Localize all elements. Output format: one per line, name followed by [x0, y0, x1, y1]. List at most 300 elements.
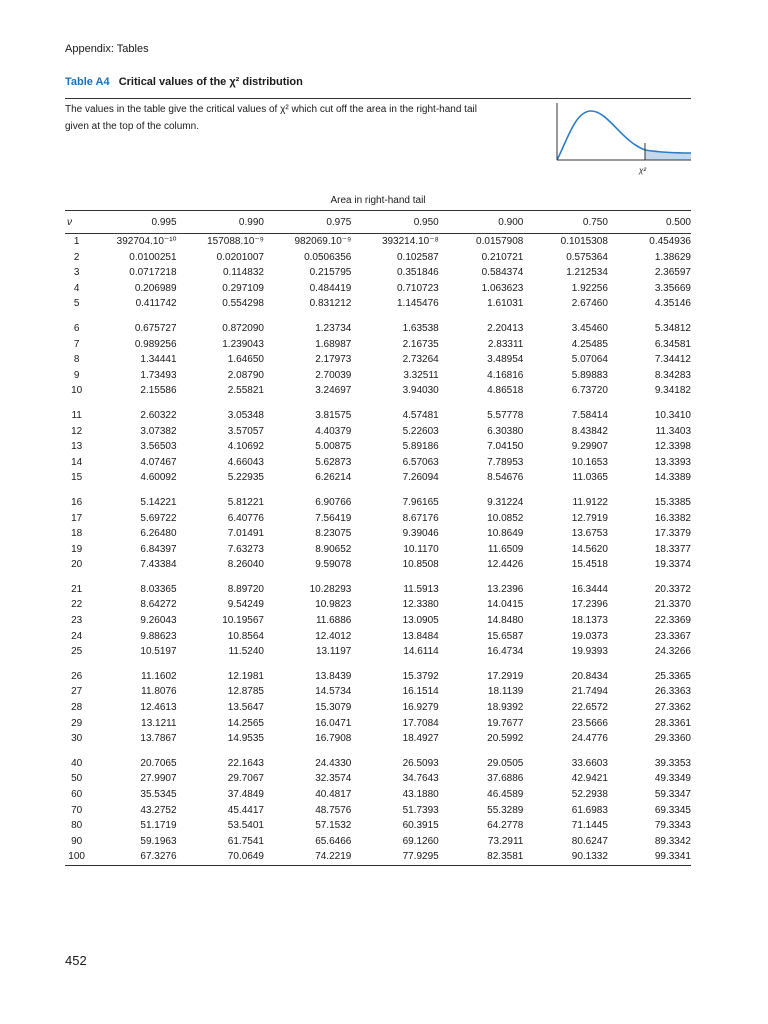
- row-nu: 30: [71, 733, 83, 745]
- table-cell: 24.4330: [315, 757, 352, 769]
- table-cell: 59.1963: [140, 835, 177, 847]
- table-title: [65, 76, 303, 88]
- group-spacer-cell: [65, 399, 691, 408]
- table-cell: 3.32511: [403, 369, 439, 381]
- header-col: 0.995: [88, 211, 176, 234]
- group-spacer: [65, 747, 691, 756]
- page-number: 452: [65, 953, 87, 968]
- table-cell: 16.9279: [402, 702, 439, 714]
- critical-values-table: [65, 210, 691, 866]
- table-cell: 0.0157908: [476, 236, 524, 247]
- table-cell: 20.5992: [487, 733, 524, 745]
- table-cell: 4.16816: [487, 369, 524, 381]
- table-row: [65, 234, 691, 250]
- table-cell: 1.73493: [140, 369, 177, 381]
- header-row: [65, 211, 691, 234]
- table-cell: 9.34182: [654, 385, 691, 397]
- table-cell: 1.34441: [140, 354, 177, 366]
- table-cell: 2.70039: [315, 369, 352, 381]
- table-row: [65, 629, 691, 645]
- table-cell: 16.7908: [315, 733, 352, 745]
- table-cell: 5.81221: [227, 496, 264, 508]
- group-spacer-cell: [65, 312, 691, 321]
- table-cell: 15.3792: [402, 670, 439, 682]
- table-row: [65, 787, 691, 803]
- table-cell: 16.1514: [402, 686, 439, 698]
- table-cell: 1.145476: [397, 298, 439, 310]
- group-spacer-cell: [65, 486, 691, 495]
- table-cell: 8.23075: [315, 528, 352, 540]
- table-cell: 0.0717218: [129, 267, 177, 279]
- table-cell: 27.3362: [654, 702, 691, 714]
- row-nu: 2: [73, 251, 80, 263]
- table-cell: 1.23734: [315, 322, 352, 334]
- table-cell: 5.89883: [571, 369, 608, 381]
- table-row: [65, 495, 691, 511]
- table-cell: 43.1880: [402, 789, 439, 800]
- table-cell: 2.16735: [402, 338, 439, 350]
- table-cell: 4.35146: [654, 298, 691, 310]
- table-cell: 2.83311: [487, 338, 524, 350]
- table-cell: 17.2919: [487, 670, 524, 682]
- table-cell: 16.0471: [315, 717, 352, 729]
- table-cell: 6.26480: [140, 528, 177, 540]
- table-cell: 32.3574: [315, 773, 352, 785]
- table-cell: 8.43842: [571, 425, 608, 437]
- table-cell: 7.96165: [402, 496, 439, 508]
- table-cell: 29.3360: [654, 733, 691, 745]
- table-cell: 34.7643: [402, 773, 439, 785]
- table-cell: 6.90766: [315, 496, 352, 508]
- table-cell: 18.9392: [487, 702, 524, 714]
- row-nu: 6: [73, 322, 80, 334]
- table-cell: 0.411742: [135, 298, 177, 310]
- table-row: [65, 700, 691, 716]
- column-caption: Area in right-hand tail: [330, 195, 426, 206]
- table-cell: 4.57481: [402, 409, 439, 421]
- table-cell: 17.3379: [654, 528, 691, 540]
- table-cell: 8.34283: [654, 369, 691, 381]
- table-cell: 67.3276: [88, 849, 176, 865]
- table-cell: 14.3389: [654, 472, 691, 484]
- table-cell: 2.60322: [140, 409, 177, 421]
- table-cell: 22.6572: [571, 702, 608, 714]
- group-spacer-cell: [65, 747, 691, 756]
- table-cell: 3.45460: [571, 322, 608, 334]
- table-cell: 0.0201007: [216, 251, 264, 263]
- table-cell: 10.1170: [403, 543, 439, 555]
- table-cell: 10.19567: [222, 615, 264, 627]
- table-cell: 10.5197: [140, 646, 177, 658]
- table-row: [65, 834, 691, 850]
- table-cell: 6.34581: [654, 338, 691, 350]
- table-cell: 13.8439: [315, 670, 352, 682]
- row-nu: 27: [71, 686, 83, 698]
- table-cell: 157088.10⁻⁹: [207, 236, 264, 247]
- table-cell: 9.54249: [227, 599, 264, 611]
- row-nu: 11: [71, 409, 82, 421]
- table-row: [65, 408, 691, 424]
- table-cell: 9.59078: [315, 559, 352, 571]
- table-cell: 2.15586: [140, 385, 177, 397]
- row-nu: 24: [71, 630, 83, 642]
- table-cell: 18.4927: [402, 733, 439, 745]
- table-cell: 0.575364: [566, 251, 608, 263]
- table-cell: 53.5401: [227, 820, 264, 832]
- group-spacer-cell: [65, 573, 691, 582]
- table-cell: 11.6886: [315, 615, 352, 627]
- table-cell: 5.14221: [140, 496, 177, 508]
- table-cell: 23.3367: [654, 630, 691, 642]
- table-row: [65, 582, 691, 598]
- group-spacer: [65, 399, 691, 408]
- row-nu: 100: [65, 849, 88, 865]
- table-cell: 5.22935: [227, 472, 264, 484]
- table-cell: 4.66043: [227, 456, 264, 468]
- table-cell: 13.0905: [402, 615, 439, 627]
- table-cell: 1.61031: [487, 298, 524, 310]
- table-cell: 1.38629: [654, 251, 691, 263]
- table-cell: 27.9907: [140, 773, 177, 785]
- table-cell: 2.55821: [227, 385, 264, 397]
- table-cell: 5.34812: [654, 322, 691, 334]
- table-row: [65, 557, 691, 573]
- table-cell: 12.1981: [227, 670, 264, 682]
- table-cell: 59.3347: [654, 789, 691, 800]
- table-cell: 5.22603: [402, 425, 439, 437]
- table-cell: 24.3266: [654, 646, 691, 658]
- row-nu: 7: [73, 338, 80, 350]
- table-cell: 0.1015308: [560, 236, 608, 247]
- table-cell: 2.08790: [227, 369, 264, 381]
- table-cell: 82.3581: [439, 849, 524, 865]
- table-cell: 11.9122: [572, 496, 608, 508]
- table-cell: 5.62873: [315, 456, 352, 468]
- table-cell: 4.60092: [140, 472, 177, 484]
- row-nu: 40: [71, 757, 83, 769]
- table-row: [65, 716, 691, 732]
- table-cell: 10.1653: [571, 456, 608, 468]
- table-cell: 12.3398: [654, 441, 691, 453]
- table-cell: 51.1719: [140, 820, 177, 832]
- table-cell: 3.35669: [654, 282, 691, 294]
- table-cell: 13.6753: [571, 528, 608, 540]
- table-cell: 45.4417: [227, 804, 264, 816]
- table-cell: 46.4589: [487, 789, 524, 800]
- table-row: [65, 597, 691, 613]
- table-cell: 0.210721: [481, 251, 524, 263]
- table-row: [65, 383, 691, 399]
- table-cell: 4.07467: [140, 456, 177, 468]
- table-row: [65, 455, 691, 471]
- chi-square-density-figure: [553, 103, 693, 178]
- table-cell: 0.0100251: [129, 251, 177, 263]
- row-nu: 80: [71, 820, 83, 832]
- table-cell: 11.5913: [403, 583, 439, 595]
- table-cell: 8.89720: [227, 583, 264, 595]
- table-row: [65, 250, 691, 266]
- table-cell: 20.7065: [140, 757, 177, 769]
- table-cell: 8.03365: [140, 583, 177, 595]
- table-cell: 0.114832: [222, 267, 264, 279]
- row-nu: 9: [73, 369, 80, 381]
- table-cell: 1.63538: [402, 322, 439, 334]
- table-cell: 0.484419: [309, 282, 352, 294]
- table-cell: 12.4426: [487, 559, 524, 571]
- table-cell: 14.0415: [487, 599, 524, 611]
- table-description: The values in the table give the critical values of χ² which cut off the area in the right-hand tail given at the top of the column.: [65, 104, 477, 132]
- table-cell: 8.26040: [227, 559, 264, 571]
- table-cell: 65.6466: [315, 835, 352, 847]
- table-cell: 11.1602: [141, 670, 177, 682]
- table-body: [65, 234, 691, 866]
- table-cell: 60.3915: [402, 820, 439, 832]
- row-nu: 1: [73, 236, 80, 247]
- row-nu: 25: [71, 646, 83, 658]
- row-nu: 22: [71, 599, 83, 611]
- table-row: [65, 803, 691, 819]
- table-cell: 12.3380: [402, 599, 439, 611]
- table-cell: 90.1332: [523, 849, 608, 865]
- table-cell: 0.454936: [649, 236, 691, 247]
- table-cell: 2.17973: [315, 354, 352, 366]
- table-cell: 13.8484: [402, 630, 439, 642]
- table-cell: 22.1643: [227, 757, 264, 769]
- table-cell: 43.2752: [140, 804, 177, 816]
- table-cell: 7.04150: [487, 441, 524, 453]
- table-cell: 3.81575: [315, 409, 352, 421]
- table-cell: 13.7867: [140, 733, 177, 745]
- table-cell: 2.67460: [571, 298, 608, 310]
- table-cell: 6.84397: [140, 543, 177, 555]
- header-col: 0.500: [608, 211, 691, 234]
- table-cell: 80.6247: [571, 835, 608, 847]
- row-nu: 50: [71, 773, 83, 785]
- table-cell: 1.68987: [315, 338, 352, 350]
- table-cell: 14.9535: [227, 733, 264, 745]
- table-cell: 6.30380: [487, 425, 524, 437]
- table-row: [65, 439, 691, 455]
- table-row: [65, 337, 691, 353]
- table-cell: 71.1445: [571, 820, 608, 832]
- table-cell: 10.0852: [487, 512, 524, 524]
- table-cell: 6.26214: [315, 472, 352, 484]
- table-cell: 28.3361: [654, 717, 691, 729]
- table-cell: 0.0506356: [304, 251, 352, 263]
- table-cell: 11.8076: [141, 686, 177, 698]
- table-cell: 26.3363: [654, 686, 691, 698]
- table-cell: 13.5647: [227, 702, 264, 714]
- table-row: [65, 669, 691, 685]
- table-cell: 73.2911: [487, 835, 524, 847]
- table-cell: 13.1197: [315, 646, 352, 658]
- table-cell: 7.78953: [487, 456, 524, 468]
- row-nu: 4: [73, 282, 80, 294]
- table-cell: 51.7393: [402, 804, 439, 816]
- table-cell: 8.67176: [402, 512, 439, 524]
- table-cell: 14.2565: [227, 717, 264, 729]
- table-cell: 11.3403: [655, 425, 691, 437]
- table-cell: 12.4012: [315, 630, 352, 642]
- table-cell: 4.40379: [315, 425, 352, 437]
- header-col: 0.950: [351, 211, 438, 234]
- row-nu: 14: [71, 456, 83, 468]
- table-row: [65, 281, 691, 297]
- row-nu: 10: [71, 385, 83, 397]
- table-cell: 0.297109: [222, 282, 264, 294]
- table-cell: 14.6114: [403, 646, 439, 658]
- table-row: [65, 352, 691, 368]
- table-row: [65, 321, 691, 337]
- table-row: [65, 644, 691, 660]
- table-cell: 22.3369: [654, 615, 691, 627]
- table-cell: 42.9421: [571, 773, 608, 785]
- table-cell: 0.102587: [397, 251, 439, 263]
- header-col: 0.750: [523, 211, 608, 234]
- row-nu: 90: [71, 835, 83, 847]
- row-nu: 20: [71, 559, 83, 571]
- table-cell: 9.31224: [487, 496, 524, 508]
- table-row: [65, 424, 691, 440]
- table-cell: 8.54676: [487, 472, 524, 484]
- table-row: [65, 756, 691, 772]
- table-cell: 52.2938: [571, 789, 608, 800]
- table-cell: 20.8434: [571, 670, 608, 682]
- table-cell: 5.69722: [140, 512, 177, 524]
- table-cell: 11.0365: [572, 472, 608, 484]
- row-nu: 21: [71, 583, 83, 595]
- table-cell: 3.56503: [140, 441, 177, 453]
- table-cell: 9.88623: [140, 630, 177, 642]
- table-cell: 19.3374: [654, 559, 691, 571]
- table-cell: 15.3079: [315, 702, 352, 714]
- group-spacer: [65, 486, 691, 495]
- table-cell: 8.90652: [315, 543, 352, 555]
- row-nu: 15: [71, 472, 83, 484]
- table-cell: 5.00875: [315, 441, 352, 453]
- table-cell: 9.26043: [140, 615, 177, 627]
- table-cell: 74.2219: [264, 849, 351, 865]
- table-cell: 3.24697: [315, 385, 352, 397]
- table-cell: 5.89186: [402, 441, 439, 453]
- row-nu: 12: [71, 425, 83, 437]
- table-cell: 7.58414: [571, 409, 608, 421]
- table-cell: 0.554298: [222, 298, 264, 310]
- table-cell: 19.0373: [571, 630, 608, 642]
- table-cell: 17.2396: [571, 599, 608, 611]
- table-cell: 0.710723: [397, 282, 439, 294]
- row-nu: 19: [71, 543, 83, 555]
- table-cell: 33.6603: [571, 757, 608, 769]
- table-cell: 14.5734: [315, 686, 352, 698]
- table-cell: 3.94030: [402, 385, 439, 397]
- group-spacer-cell: [65, 660, 691, 669]
- table-cell: 16.3382: [654, 512, 691, 524]
- table-cell: 9.29907: [571, 441, 608, 453]
- table-cell: 3.48954: [487, 354, 524, 366]
- table-cell: 7.26094: [402, 472, 439, 484]
- table-cell: 14.5620: [571, 543, 608, 555]
- table-cell: 10.8564: [227, 630, 264, 642]
- table-cell: 6.40776: [227, 512, 264, 524]
- table-cell: 39.3353: [654, 757, 691, 769]
- table-cell: 89.3342: [654, 835, 691, 847]
- table-cell: 0.215795: [309, 267, 352, 279]
- table-cell: 1.239043: [222, 338, 264, 350]
- row-nu: 28: [71, 702, 83, 714]
- table-cell: 7.56419: [315, 512, 352, 524]
- table-cell: 0.206989: [134, 282, 177, 294]
- table-cell: 3.07382: [140, 425, 177, 437]
- table-cell: 5.57778: [487, 409, 524, 421]
- table-row: [65, 511, 691, 527]
- row-nu: 23: [71, 615, 83, 627]
- table-cell: 16.3444: [571, 583, 608, 595]
- table-cell: 0.675727: [134, 322, 177, 334]
- table-cell: 2.36597: [654, 267, 691, 279]
- table-cell: 29.0505: [487, 757, 524, 769]
- table-cell: 77.9295: [351, 849, 438, 865]
- table-cell: 13.3393: [654, 456, 691, 468]
- header-nu: ν: [65, 211, 88, 234]
- table-cell: 7.34412: [654, 354, 691, 366]
- table-cell: 10.9823: [315, 599, 352, 611]
- table-cell: 7.01491: [227, 528, 264, 540]
- table-label: Table A4: [65, 76, 110, 88]
- table-cell: 15.3385: [654, 496, 691, 508]
- table-cell: 48.7576: [315, 804, 352, 816]
- critical-value-label: χ²: [639, 166, 647, 175]
- table-cell: 3.57057: [227, 425, 264, 437]
- table-cell: 6.73720: [571, 385, 608, 397]
- table-cell: 12.7919: [571, 512, 608, 524]
- table-cell: 10.8649: [487, 528, 524, 540]
- header-col: 0.990: [177, 211, 264, 234]
- table-cell: 0.831212: [309, 298, 352, 310]
- table-row: [65, 265, 691, 281]
- table-cell: 18.1373: [571, 615, 608, 627]
- table-cell: 99.3341: [608, 849, 691, 865]
- table-cell: 69.3345: [654, 804, 691, 816]
- table-row: [65, 526, 691, 542]
- table-cell: 70.0649: [177, 849, 264, 865]
- table-cell: 12.4613: [140, 702, 177, 714]
- table-cell: 17.7084: [402, 717, 439, 729]
- table-cell: 37.4849: [227, 789, 264, 800]
- table-cell: 982069.10⁻⁹: [294, 236, 352, 247]
- table-cell: 393214.10⁻⁸: [381, 236, 439, 247]
- table-cell: 61.6983: [571, 804, 608, 816]
- row-nu: 26: [71, 670, 83, 682]
- row-nu: 3: [73, 267, 80, 279]
- group-spacer: [65, 573, 691, 582]
- table-cell: 7.43384: [140, 559, 177, 571]
- table-cell: 10.3410: [654, 409, 691, 421]
- table-title-text: Critical values of the χ² distribution: [118, 76, 303, 88]
- table-row: [65, 684, 691, 700]
- density-curve: [557, 111, 691, 160]
- table-cell: 49.3349: [654, 773, 691, 785]
- table-cell: 0.989256: [134, 338, 177, 350]
- table-row: [65, 818, 691, 834]
- table-cell: 18.1139: [487, 686, 524, 698]
- table-cell: 15.6587: [487, 630, 524, 642]
- row-nu: 29: [71, 717, 83, 729]
- table-cell: 57.1532: [315, 820, 352, 832]
- table-row: [65, 731, 691, 747]
- table-cell: 29.7067: [227, 773, 264, 785]
- table-cell: 19.7677: [487, 717, 524, 729]
